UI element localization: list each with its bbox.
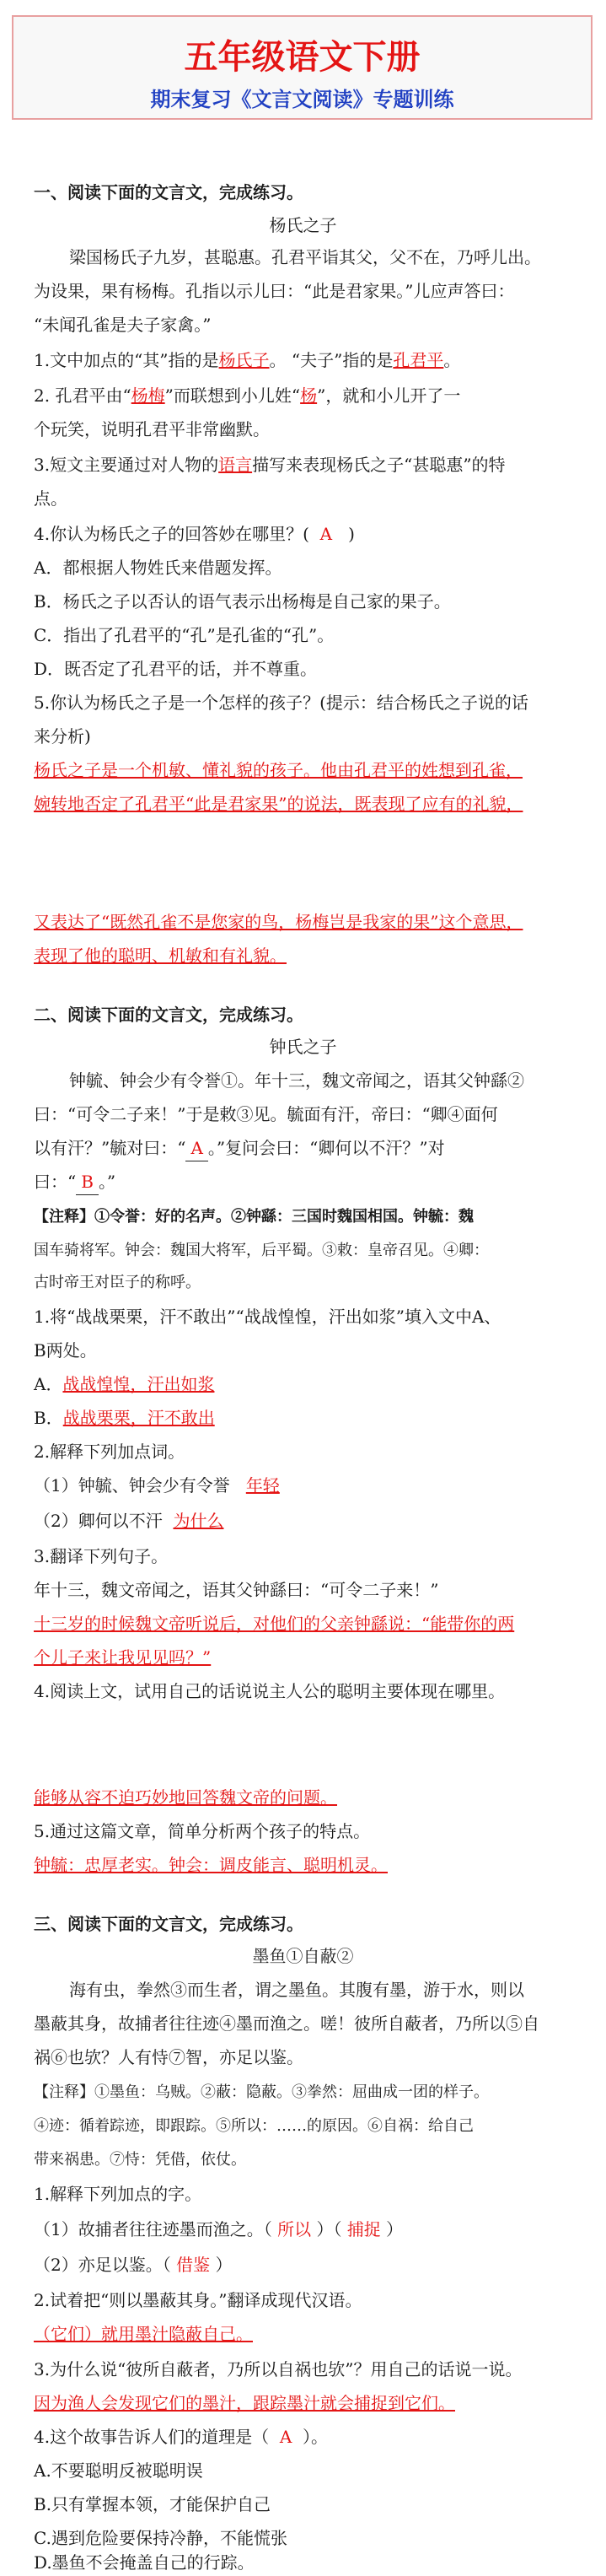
answer: A bbox=[279, 2427, 292, 2447]
answer: 孔君平 bbox=[393, 350, 444, 370]
s1-question-4 bbox=[34, 521, 582, 547]
s2-answer-5: 钟毓：忠厚老实。钟会：调皮能言、聪明机灵。 bbox=[34, 1855, 388, 1875]
s3-answer-3: 因为渔人会发现它们的墨汁，跟踪墨汁就会捕捉到它们。 bbox=[34, 2393, 455, 2413]
s3-notes-line: ④迹：循着踪迹，即跟踪。⑤所以：……的原因。⑥自祸：给自己 bbox=[34, 2117, 474, 2135]
question-text: 1.文中加点的“其”指的是 bbox=[34, 350, 219, 370]
s2-question-2: 2.解释下列加点词。 bbox=[34, 1442, 185, 1462]
section-1-text-title: 杨氏之子 bbox=[269, 215, 337, 235]
blank-a: A bbox=[185, 1135, 207, 1161]
answer: A bbox=[319, 524, 333, 544]
s3-notes-line: 带来祸患。⑦恃：凭借，依仗。 bbox=[34, 2151, 246, 2169]
s2-answer-1b: B．战战栗栗，汗不敢出 bbox=[34, 1408, 215, 1428]
s1-option-a: A．都根据人物姓氏来借题发挥。 bbox=[34, 558, 282, 578]
s3-question-1-item: （1）故捕者往往迹墨而渔之。（ 所以 ）（ 捕捉 ） bbox=[34, 2219, 404, 2239]
s3-option-d: D.墨鱼不会掩盖自己的行踪。 bbox=[34, 2552, 255, 2573]
answer: 所以 bbox=[277, 2219, 312, 2239]
s2-question-3-sentence: 年十三，魏文帝闻之，语其父钟繇曰：“可令二子来！” bbox=[34, 1580, 439, 1600]
s1-question-2 bbox=[34, 383, 582, 408]
answer: 语言 bbox=[218, 455, 253, 475]
answer: 借鉴 bbox=[176, 2255, 211, 2275]
section-3-text-title: 墨鱼①自蔽② bbox=[252, 1946, 354, 1966]
s1-question-3 bbox=[34, 452, 582, 477]
s3-answer-2: （它们）就用墨汁隐蔽自己。 bbox=[34, 2324, 253, 2344]
s3-question-3: 3.为什么说“彼所自蔽者，乃所以自祸也欤”？用自己的话说一说。 bbox=[34, 2359, 523, 2379]
s2-notes-line: 国车骑将军。钟会：魏国大将军，后平蜀。③敕：皇帝召见。④卿： bbox=[34, 1242, 489, 1259]
page-subtitle: 期末复习《文言文阅读》专题训练 bbox=[150, 88, 454, 111]
s2-paragraph-line: 曰：“可令二子来！”于是敕③见。毓面有汗，帝曰：“卿④面何 bbox=[34, 1104, 498, 1124]
s1-paragraph-line: 为设果，果有杨梅。孔指以示儿曰：“此是君家果。”儿应声答曰： bbox=[34, 281, 515, 301]
s2-answer-3-line: 十三岁的时候魏文帝听说后，对他们的父亲钟繇说：“能带你的两 bbox=[34, 1614, 515, 1634]
question-text: ”，就和小儿开了一 bbox=[317, 385, 461, 406]
s1-answer-5-line: 杨氏之子是一个机敏、懂礼貌的孩子。他由孔君平的姓想到孔雀， bbox=[34, 760, 523, 780]
section-2-heading: 二、阅读下面的文言文，完成练习。 bbox=[34, 1005, 303, 1025]
s2-paragraph-line: 曰：“ B 。” bbox=[34, 1169, 582, 1195]
s2-question-3: 3.翻译下列句子。 bbox=[34, 1546, 169, 1566]
s2-paragraph-line: 以有汗？”毓对曰：“ A 。”复问会曰：“卿何以不汗？”对 bbox=[34, 1135, 582, 1161]
s3-paragraph-line: 海有虫，拳然③而生者，谓之墨鱼。其腹有墨，游于水，则以 bbox=[69, 1980, 524, 2000]
s2-question-1-cont: B两处。 bbox=[34, 1340, 97, 1361]
s2-notes-line: 【注释】①令誉：好的名声。②钟繇：三国时魏国相国。钟毓：魏 bbox=[34, 1208, 474, 1226]
s1-option-b: B．杨氏之子以否认的语气表示出杨梅是自己家的果子。 bbox=[34, 591, 451, 612]
question-text: 。 bbox=[443, 350, 461, 370]
s3-option-a: A.不要聪明反被聪明误 bbox=[34, 2460, 203, 2481]
question-text: 4.你认为杨氏之子的回答妙在哪里？( bbox=[34, 524, 309, 544]
s1-paragraph-line: 梁国杨氏子九岁，甚聪惠。孔君平诣其父，父不在，乃呼儿出。 bbox=[69, 247, 541, 267]
blank-b: B bbox=[76, 1169, 99, 1195]
question-text: 2. 孔君平由“ bbox=[34, 385, 131, 406]
s2-question-2-item: （1）钟毓、钟会少有令誉 年轻 bbox=[34, 1475, 280, 1495]
s1-answer-5-line: 表现了他的聪明、机敏和有礼貌。 bbox=[34, 946, 287, 966]
answer: 杨氏子 bbox=[218, 350, 270, 370]
s1-question-5: 5.你认为杨氏之子是一个怎样的孩子？(提示：结合杨氏之子说的话 bbox=[34, 693, 528, 713]
question-text: ”而联想到小儿姓“ bbox=[164, 385, 301, 406]
s3-question-1-item: （2）亦足以鉴。（ 借鉴 ） bbox=[34, 2255, 233, 2275]
s3-question-2: 2.试着把“则以墨蔽其身。”翻译成现代汉语。 bbox=[34, 2290, 362, 2310]
s1-question-3-cont: 点。 bbox=[34, 488, 67, 509]
s3-option-b: B.只有掌握本领，才能保护自己 bbox=[34, 2494, 271, 2514]
s2-answer-1a: A．战战惶惶，汗出如浆 bbox=[34, 1374, 215, 1394]
s1-question-2-cont: 个玩笑，说明孔君平非常幽默。 bbox=[34, 419, 270, 439]
s2-question-4: 4.阅读上文，试用自己的话说说主人公的聪明主要体现在哪里。 bbox=[34, 1681, 506, 1701]
answer: 杨 bbox=[300, 385, 318, 406]
title-banner bbox=[12, 15, 593, 120]
s2-notes-line: 古时帝王对臣子的称呼。 bbox=[34, 1274, 201, 1291]
s1-answer-5-line: 又表达了“既然孔雀不是您家的鸟，杨梅岂是我家的果”这个意思， bbox=[34, 912, 523, 932]
answer: 为什么 bbox=[173, 1511, 224, 1531]
s2-question-5: 5.通过这篇文章，简单分析两个孩子的特点。 bbox=[34, 1821, 371, 1841]
section-2-text-title: 钟氏之子 bbox=[269, 1037, 337, 1057]
page-title: 五年级语文下册 bbox=[184, 38, 421, 77]
answer: 杨梅 bbox=[131, 385, 165, 406]
s2-paragraph-line: 钟毓、钟会少有令誉①。年十三，魏文帝闻之，语其父钟繇② bbox=[69, 1070, 524, 1091]
s1-answer-5-line: 婉转地否定了孔君平“此是君家果”的说法，既表现了应有的礼貌， bbox=[34, 794, 523, 814]
s3-question-4: 4.这个故事告诉人们的道理是（ A ）。 bbox=[34, 2427, 328, 2447]
section-3-heading: 三、阅读下面的文言文，完成练习。 bbox=[34, 1914, 303, 1934]
s3-paragraph-line: 祸⑥也欤？人有恃⑦智，亦足以鉴。 bbox=[34, 2047, 303, 2067]
s1-question-1 bbox=[34, 348, 582, 373]
s3-option-c: C.遇到危险要保持冷静，不能慌张 bbox=[34, 2528, 287, 2548]
s3-question-1: 1.解释下列加点的字。 bbox=[34, 2184, 202, 2204]
s1-question-5-cont: 来分析) bbox=[34, 726, 91, 746]
s3-notes-line: 【注释】①墨鱼：乌贼。②蔽：隐蔽。③拳然：屈曲成一团的样子。 bbox=[34, 2083, 489, 2101]
s1-option-c: C．指出了孔君平的“孔”是孔雀的“孔”。 bbox=[34, 625, 335, 645]
section-1-heading: 一、阅读下面的文言文，完成练习。 bbox=[34, 182, 303, 202]
answer: 捕捉 bbox=[346, 2219, 381, 2239]
s3-paragraph-line: 墨蔽其身，故捕者往往迹④墨而渔之。嗟！彼所自蔽者，乃所以⑤自 bbox=[34, 2013, 539, 2034]
s2-question-1: 1.将“战战栗栗，汗不敢出”“战战惶惶，汗出如浆”填入文中A、 bbox=[34, 1307, 501, 1327]
question-text: ) bbox=[348, 524, 355, 544]
s2-answer-4: 能够从容不迫巧妙地回答魏文帝的问题。 bbox=[34, 1787, 337, 1808]
answer: 年轻 bbox=[245, 1475, 280, 1495]
s2-answer-3-line: 个儿子来让我见见吗？” bbox=[34, 1647, 212, 1668]
answer: 战战栗栗，汗不敢出 bbox=[62, 1408, 215, 1428]
s2-question-2-item: （2）卿何以不汗 为什么 bbox=[34, 1511, 224, 1531]
s1-paragraph-line: “未闻孔雀是夫子家禽。” bbox=[34, 315, 212, 335]
question-text: 。 “夫子”指的是 bbox=[269, 350, 394, 370]
question-text: 描写来表现杨氏之子“甚聪惠”的特 bbox=[252, 455, 506, 475]
question-text: 3.短文主要通过对人物的 bbox=[34, 455, 219, 475]
s1-option-d: D．既否定了孔君平的话，并不尊重。 bbox=[34, 659, 318, 679]
answer: 战战惶惶，汗出如浆 bbox=[62, 1374, 215, 1394]
